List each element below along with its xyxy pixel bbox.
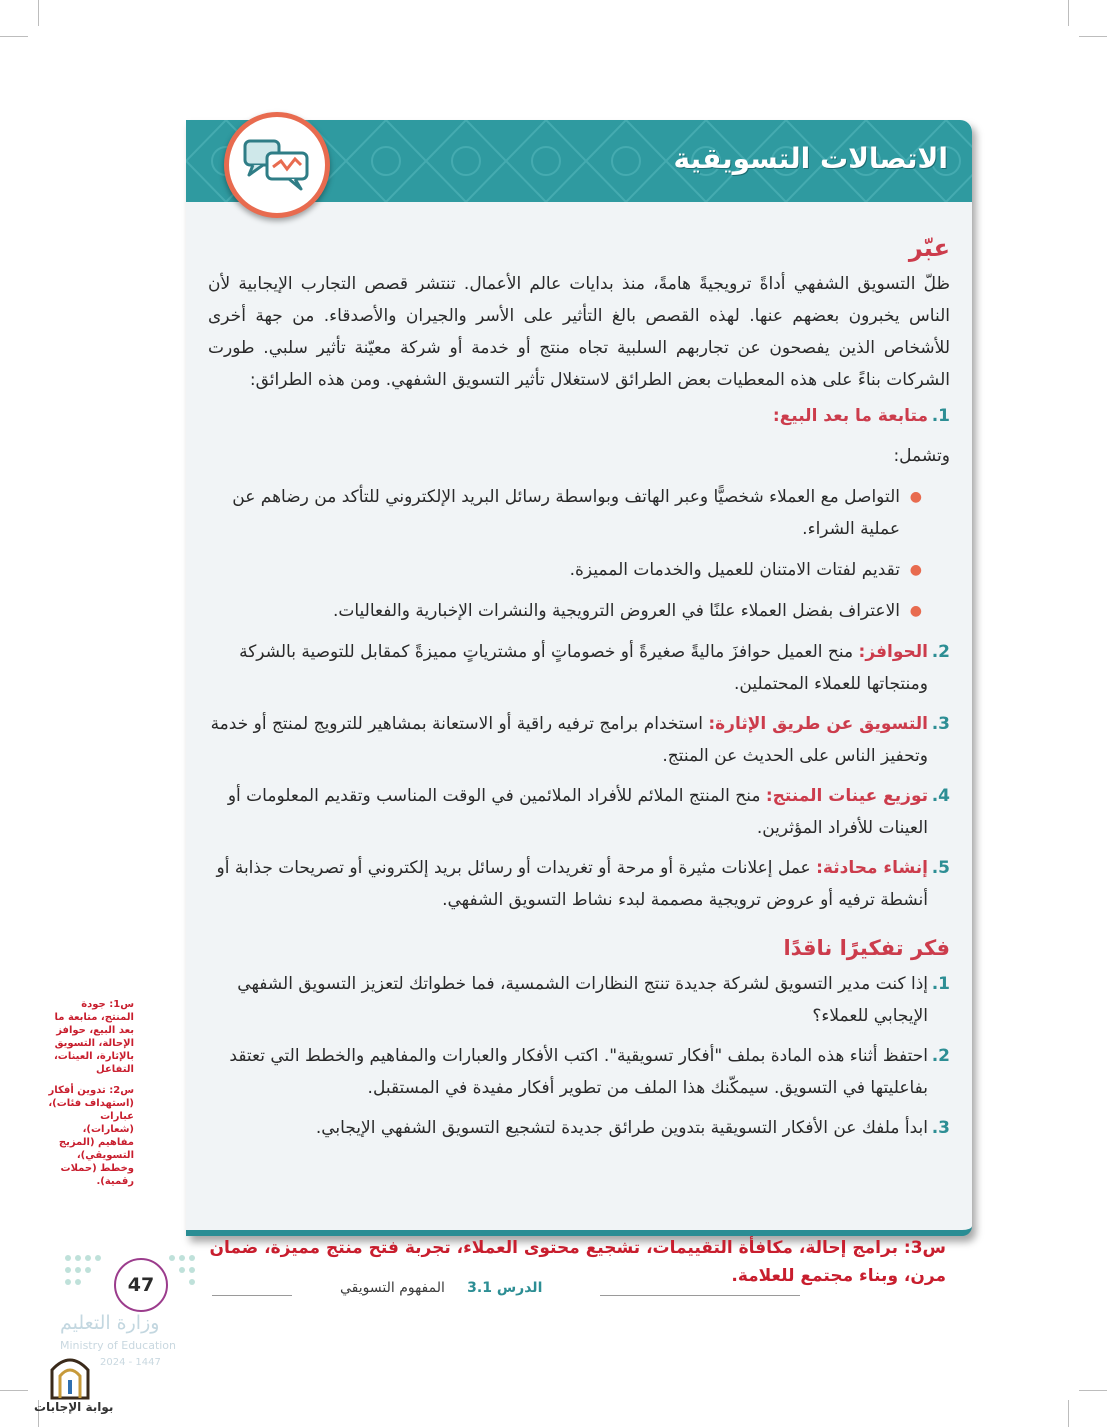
crop-mark bbox=[1079, 36, 1107, 37]
handwritten-answer: س3: برامج إحالة، مكافأة التقييمات، تشجيع محتوى العملاء، تجربة فتح منتج مميزة، ضمان مرن، وبناء مجتمع للعلامة. bbox=[209, 1238, 946, 1286]
item-text: عمل إعلانات مثيرة أو مرحة أو تغريدات أو رسائل بريد إلكتروني أو تصريحات جذابة أو أنشطة ترفيه أو عروض ترويجية مصممة لبدء نشاط التسويق الشفهي. bbox=[216, 858, 928, 910]
handwritten-margin-notes bbox=[48, 998, 134, 1196]
list-item bbox=[208, 708, 950, 772]
mosque-logo-icon bbox=[48, 1350, 92, 1400]
item-text: استخدام برامج ترفيه راقية أو الاستعانة بمشاهير للترويج لمنتج أو خدمة وتحفيز الناس على الحديث عن المنتج. bbox=[210, 714, 928, 766]
crop-mark bbox=[0, 36, 28, 37]
footer-lesson bbox=[340, 1280, 542, 1296]
item-key: إنشاء محادثة: bbox=[816, 858, 928, 878]
list-item bbox=[208, 780, 950, 844]
item-text: منح المنتج الملائم للأفراد الملائمين في الوقت المناسب وتقديم المعلومات أو العينات للأفراد المؤثرين. bbox=[227, 786, 928, 838]
item-number: 1. bbox=[931, 406, 950, 426]
list-item bbox=[208, 852, 950, 916]
footer-rule bbox=[212, 1295, 292, 1296]
bullet-text: تقديم لفتات الامتنان للعميل والخدمات المميزة. bbox=[569, 560, 900, 580]
list-item bbox=[208, 636, 950, 700]
speech-bubbles-icon bbox=[224, 112, 330, 218]
crop-mark bbox=[0, 1390, 28, 1391]
item-number: 5. bbox=[931, 858, 950, 878]
page-number: 47 bbox=[114, 1258, 168, 1312]
watermark-label: بوابة الإجابات bbox=[34, 1400, 114, 1414]
bullet-item bbox=[208, 554, 950, 586]
item-key: متابعة ما بعد البيع: bbox=[772, 406, 928, 426]
bullet-dot-icon: ● bbox=[909, 603, 922, 619]
item-number: 2. bbox=[931, 642, 950, 662]
item-text: احتفظ أثناء هذه المادة بملف "أفكار تسويقية". اكتب الأفكار والعبارات والمفاهيم والخطط التي تعتقد بفاعليتها في التسويق. سيمكّنك هذا الملف من تطوير أفكار مفيدة في المستقبل. bbox=[229, 1046, 928, 1098]
crop-mark bbox=[1068, 1400, 1069, 1427]
critical-heading: فكر تفكيرًا ناقدًا bbox=[783, 936, 950, 960]
item-key: التسويق عن طريق الإثارة: bbox=[708, 714, 928, 734]
item-text: ابدأ ملفك عن الأفكار التسويقية بتدوين طرائق جديدة لتشجيع التسويق الشفهي الإيجابي. bbox=[315, 1118, 928, 1138]
lesson-content bbox=[208, 228, 950, 1144]
lesson-card bbox=[186, 120, 972, 1236]
bullet-dot-icon: ● bbox=[909, 489, 922, 505]
list-item bbox=[208, 1040, 950, 1104]
item-number: 1. bbox=[931, 974, 950, 994]
bullet-dot-icon: ● bbox=[909, 562, 922, 578]
bullet-item bbox=[208, 595, 950, 627]
footer-rule bbox=[600, 1295, 800, 1296]
item-number: 3. bbox=[931, 714, 950, 734]
item-number: 2. bbox=[931, 1046, 950, 1066]
bullet-text: التواصل مع العملاء شخصيًّا وعبر الهاتف وبواسطة رسائل البريد الإلكتروني للتأكد من رضاهم عن عملية الشراء. bbox=[232, 487, 900, 539]
express-heading: عبّر bbox=[908, 234, 950, 262]
crop-mark bbox=[1079, 1390, 1107, 1391]
lesson-topic: المفهوم التسويقي bbox=[340, 1280, 445, 1296]
crop-mark bbox=[38, 0, 39, 26]
list-item bbox=[208, 968, 950, 1032]
crop-mark bbox=[1068, 0, 1069, 26]
ministry-year: 2024 - 1447 bbox=[100, 1357, 161, 1368]
item-number: 3. bbox=[931, 1118, 950, 1138]
bullet-item bbox=[208, 481, 950, 545]
item-key: الحوافز: bbox=[858, 642, 928, 662]
item-number: 4. bbox=[931, 786, 950, 806]
sub-intro: وتشمل: bbox=[893, 446, 950, 466]
ministry-logo-text-en: Ministry of Education bbox=[60, 1339, 177, 1352]
page-title: الاتصالات التسويقية bbox=[673, 142, 948, 175]
ministry-logo-text: وزارة التعليم bbox=[60, 1312, 160, 1334]
item-text: منح العميل حوافزَ ماليةً صغيرةً أو خصوماتٍ أو مشترياتٍ مميزةً كمقابل للتوصية بالشركة ومنتجاتها للعملاء المحتملين. bbox=[239, 642, 928, 694]
handwritten-note: س2: تدوين أفكار (استهداف فئات)، عبارات (شعارات)، مفاهيم (المزيج التسويقي)، وخطط (حملات رقمية). bbox=[48, 1085, 134, 1187]
bullet-text: الاعتراف بفضل العملاء علنًا في العروض الترويجية والنشرات الإخبارية والفعاليات. bbox=[332, 601, 900, 621]
intro-paragraph: ظلّ التسويق الشفهي أداةً ترويجيةً هامةً، منذ بدايات عالم الأعمال. تنتشر قصص التجارب الإيجابية لأن الناس يخبرون بعضهم عنها. لهذه القصص بالغ التأثير على الأسر والجيران والأصدقاء. من جهة أخرى للأشخاص الذين يفصحون عن تجاربهم السلبية تجاه منتج أو خدمة أو شركة معيّنة تأثير سلبي. طورت الشركات بناءً على هذه المعطيات بعض الطرائق لاستغلال تأثير التسويق الشفهي. ومن هذه الطرائق: bbox=[208, 274, 950, 390]
lesson-number: الدرس 3.1 bbox=[467, 1280, 543, 1296]
item-key: توزيع عينات المنتج: bbox=[765, 786, 928, 806]
handwritten-note: س1: جودة المنتج، متابعة ما بعد البيع، حوافز الإحالة، التسويق بالإثارة، العينات، التفاعل bbox=[54, 999, 134, 1075]
item-text: إذا كنت مدير التسويق لشركة جديدة تنتج النظارات الشمسية، فما خطواتك لتعزيز التسويق الشفهي الإيجابي للعملاء؟ bbox=[237, 974, 928, 1026]
list-item bbox=[208, 1112, 950, 1144]
list-item bbox=[208, 400, 950, 432]
